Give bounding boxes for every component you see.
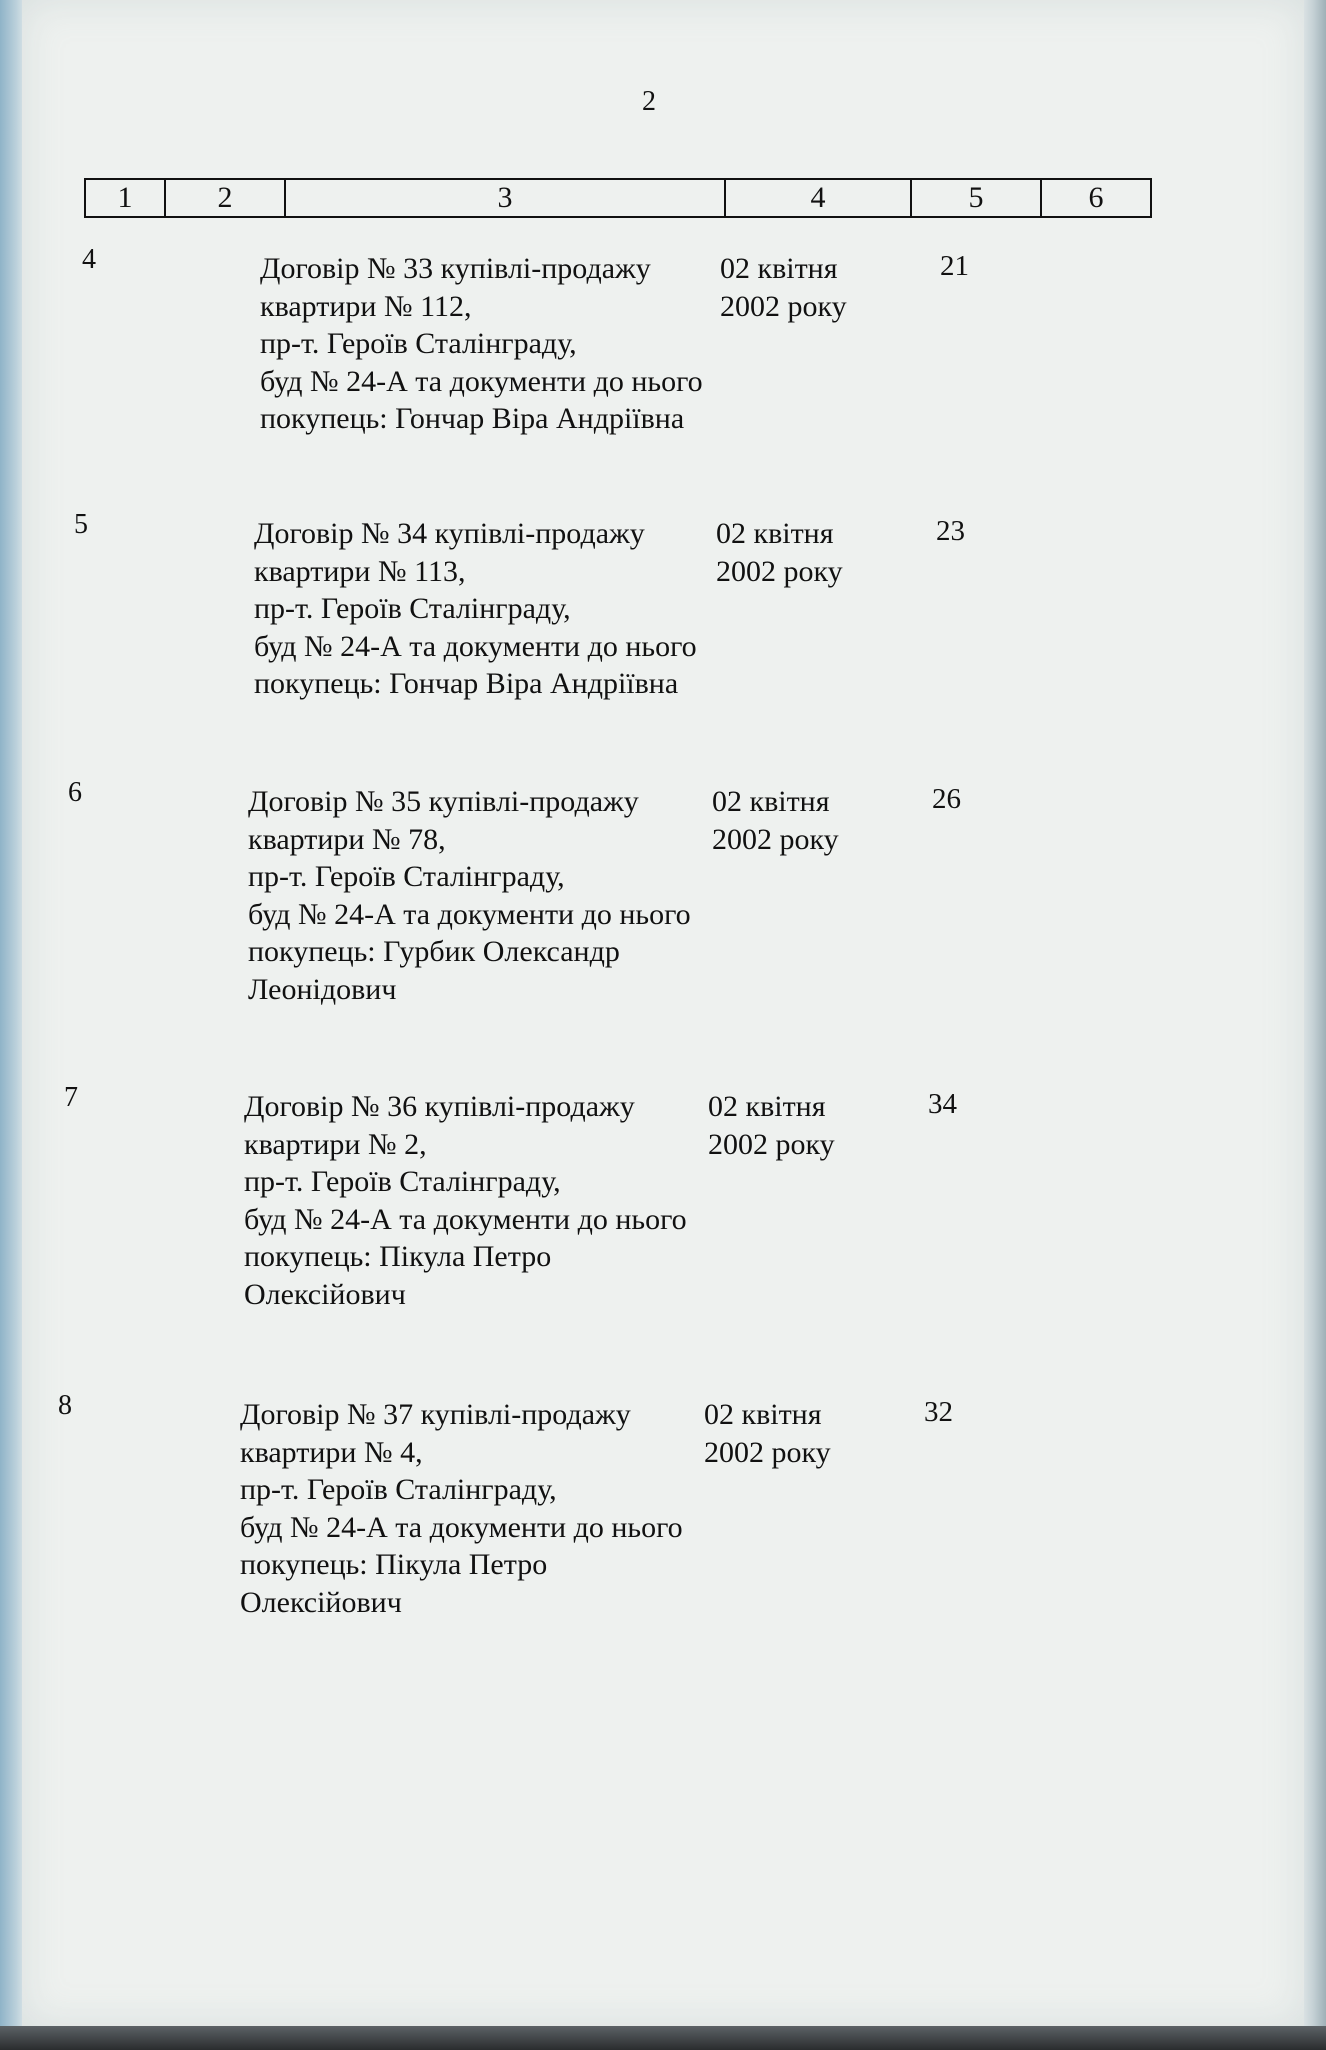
column-header-4: 4 [725, 179, 911, 217]
entry-description-line: буд № 24-А та документи до нього [260, 364, 703, 398]
entry-description-line: квартири № 2, [244, 1127, 427, 1161]
document-page [22, 0, 1304, 2026]
entry-description-line: Олексійович [244, 1277, 406, 1311]
entry-description [244, 1088, 764, 1313]
entry-description-line: квартири № 112, [260, 289, 472, 323]
entry-description-line: покупець: Пікула Петро [244, 1240, 552, 1273]
entry-description-line: покупець: Гончар Віра Андріївна [254, 667, 679, 700]
entry-description-line: покупець: Гончар Віра Андріївна [260, 402, 685, 435]
entry-description-line: квартири № 4, [240, 1435, 423, 1469]
entry-description [240, 1396, 760, 1621]
entry-date [708, 1088, 888, 1164]
entry-description-line: буд № 24-А та документи до нього [244, 1202, 687, 1236]
entry-page: 26 [932, 783, 961, 815]
entry-number: 5 [74, 509, 88, 540]
entry-date-line: 2002 року [716, 555, 843, 588]
entry-description-line: квартири № 78, [248, 822, 446, 856]
entry-date [704, 1396, 884, 1472]
column-header-table [84, 178, 1152, 218]
entry-date-line: 02 квітня [720, 252, 838, 285]
entry-description-line: пр-т. Героїв Сталінграду, [260, 327, 577, 360]
entry-description-line: пр-т. Героїв Сталінграду, [254, 592, 571, 625]
entry-description [254, 515, 774, 703]
entry-page: 32 [924, 1396, 953, 1428]
page-edge-bottom [0, 2026, 1326, 2050]
column-header-2: 2 [165, 179, 285, 217]
entry-page: 34 [928, 1088, 957, 1120]
entry-date-line: 2002 року [720, 290, 847, 323]
page-number: 2 [642, 86, 656, 117]
entry-description-line: пр-т. Героїв Сталінграду, [248, 860, 565, 893]
entry-date-line: 02 квітня [716, 517, 834, 550]
entry-description-line: Договір № 36 купівлі-продажу [244, 1090, 635, 1123]
entry-number: 8 [58, 1390, 72, 1421]
entry-description [260, 250, 780, 438]
binding-edge-left [0, 0, 22, 2050]
entry-description [248, 783, 768, 1008]
entry-date [720, 250, 900, 326]
entry-date-line: 2002 року [712, 823, 839, 856]
entry-date [712, 783, 892, 859]
page-edge-right [1304, 0, 1326, 2050]
entry-description-line: Договір № 34 купівлі-продажу [254, 517, 645, 550]
entry-page: 21 [940, 250, 969, 282]
entry-date-line: 2002 року [704, 1436, 831, 1469]
column-header-3: 3 [285, 179, 725, 217]
entry-description-line: буд № 24-А та документи до нього [240, 1510, 683, 1544]
column-header-6: 6 [1041, 179, 1151, 217]
entry-description-line: буд № 24-А та документи до нього [254, 629, 697, 663]
entry-number: 4 [82, 244, 96, 275]
entry-description-line: буд № 24-А та документи до нього [248, 897, 691, 931]
entry-description-line: Олексійович [240, 1585, 402, 1619]
entry-description-line: пр-т. Героїв Сталінграду, [240, 1473, 557, 1506]
entry-description-line: Договір № 35 купівлі-продажу [248, 785, 639, 818]
entry-date-line: 2002 року [708, 1128, 835, 1161]
entry-description-line: пр-т. Героїв Сталінграду, [244, 1165, 561, 1198]
entry-description-line: квартири № 113, [254, 554, 466, 588]
entry-date-line: 02 квітня [712, 785, 830, 818]
entry-description-line: покупець: Гурбик Олександр [248, 935, 620, 968]
entry-description-line: Леонідович [248, 972, 397, 1006]
entry-page: 23 [936, 515, 965, 547]
column-header-1: 1 [85, 179, 165, 217]
column-header-5: 5 [911, 179, 1041, 217]
entry-description-line: Договір № 37 купівлі-продажу [240, 1398, 631, 1431]
entry-date [716, 515, 896, 591]
entry-description-line: Договір № 33 купівлі-продажу [260, 252, 651, 285]
entry-description-line: покупець: Пікула Петро [240, 1548, 548, 1581]
entry-date-line: 02 квітня [708, 1090, 826, 1123]
entry-number: 6 [68, 777, 82, 808]
entry-number: 7 [64, 1082, 78, 1113]
entry-date-line: 02 квітня [704, 1398, 822, 1431]
